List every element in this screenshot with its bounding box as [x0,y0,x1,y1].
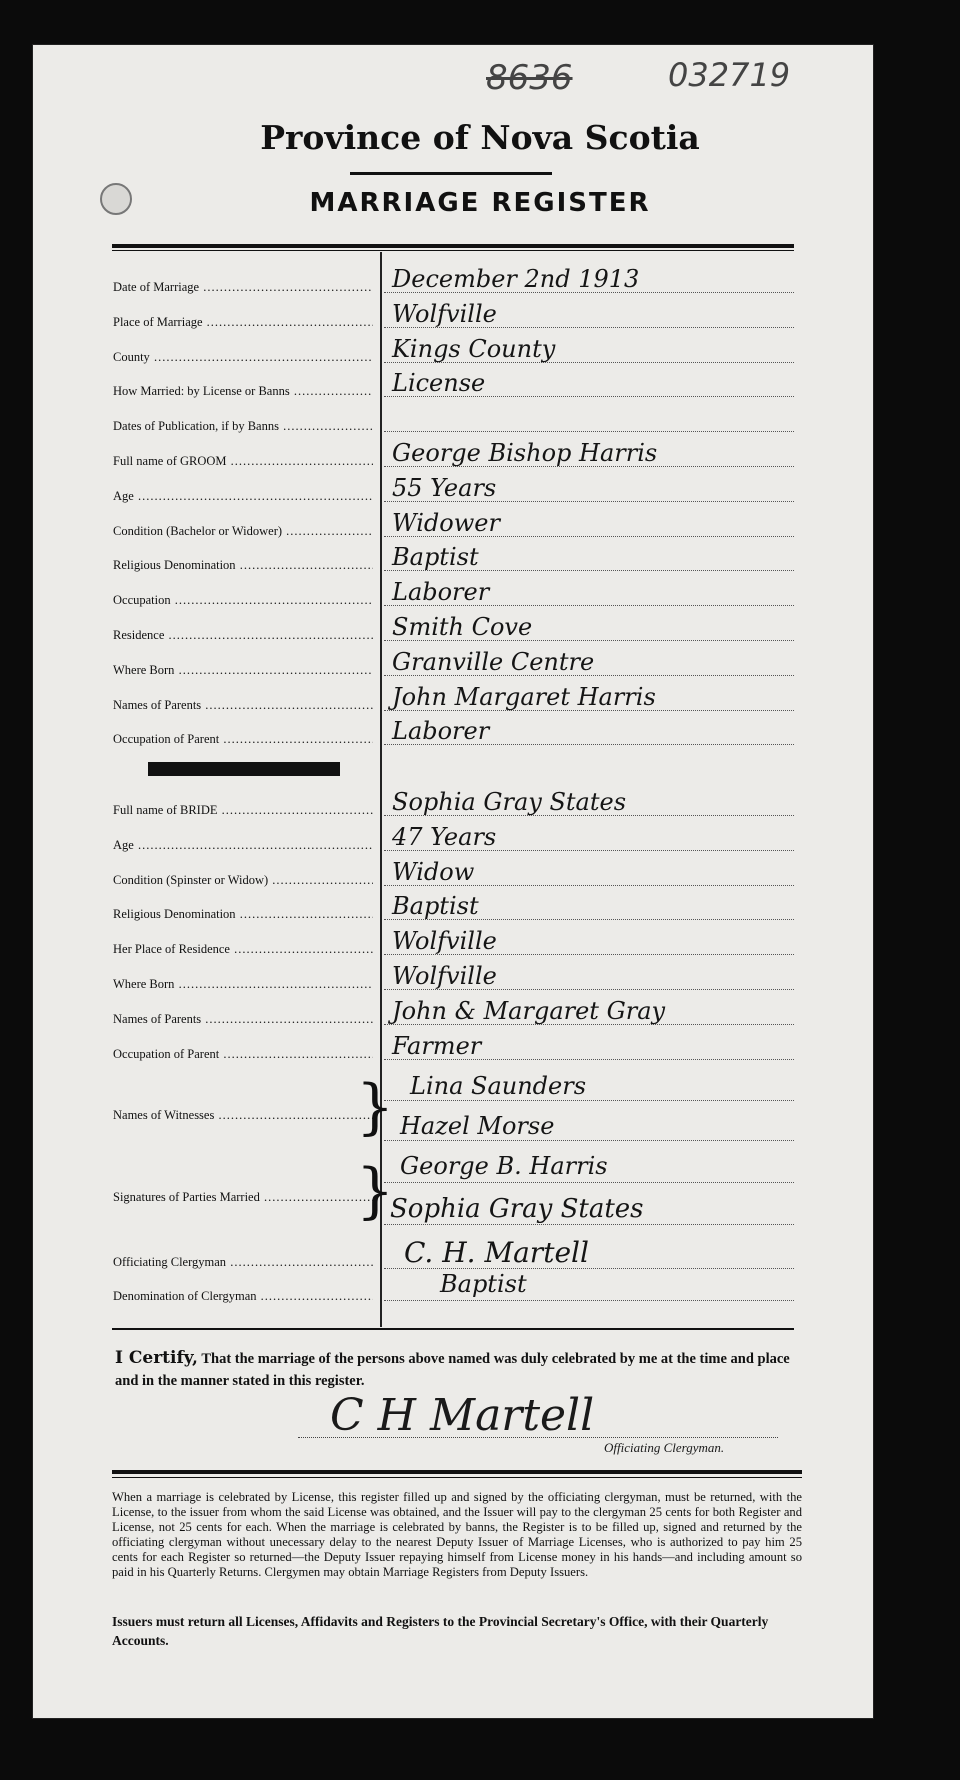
notice-rule-thick [112,1470,802,1474]
bride-field-value-0: Sophia Gray States [392,788,627,816]
province-title: Province of Nova Scotia [260,118,700,157]
groom-field-label-9: Occupation ..... [113,593,373,608]
issuers-footer: Issuers must return all Licenses, Affidavits and Registers to the Provincial Secretary's Office, with their Quarterly Accounts. [112,1614,769,1648]
signature-caption: Officiating Clergyman. [604,1440,725,1455]
groom-field-value-12: John Margaret Harris [392,682,656,711]
signature-line [298,1437,778,1438]
bride-field-label-5: Where Born ..... [113,977,373,992]
bride-field-value-1: 47 Years [392,822,497,851]
groom-field-label-4: Dates of Publication, if by Banns ..... [113,419,373,434]
signatures-label: Signatures of Parties Married ..... [113,1190,373,1205]
groom-field-label-6: Age ..... [113,489,373,504]
denomination-clergyman-label: Denomination of Clergyman ..... [113,1289,373,1304]
instructions-paragraph: When a marriage is celebrated by License, this register filled up and signed by the officiating clergyman, must be returned, with the License, to the issuer from whom the said License was obtained, and the Issuer will pay to the clergyman 25 cents for both Register and License, not 25 cents for each. When the marriage is celebrated by banns, the Register is to be filled up, signed and returned by the officiating clergyman without unecessary delay to the nearest Deputy Issuer of Marriage Licenses, who is authorized to pay him 25 cents for each Register so returned—the Deputy Issuer repaying himself from License money in his hands—and including amount so paid in his Quarterly Returns. Clergymen may obtain Marriage Registers from Deputy Issuers. [112,1490,802,1579]
groom-field-value-0: December 2nd 1913 [392,265,640,293]
section-separator-bar [148,762,340,776]
groom-field-label-3: How Married: by License or Banns ..... [113,384,373,399]
top-rule-thick [112,244,794,248]
groom-field-value-2: Kings County [392,334,556,363]
bride-field-label-4: Her Place of Residence ..... [113,942,373,957]
groom-field-label-2: County ..... [113,350,373,365]
notice-rule-thin [112,1477,802,1478]
certify-statement [115,1347,815,1392]
bride-signature-line [384,1224,794,1225]
denomination-clergyman-line [384,1300,794,1301]
groom-field-label-11: Where Born ..... [113,663,373,678]
groom-field-value-3: License [392,369,486,398]
signatures-brace: } [356,1156,395,1226]
bride-field-label-6: Names of Parents ..... [113,1012,373,1027]
denomination-clergyman-value: Baptist [440,1270,527,1298]
groom-field-line-4 [384,431,794,432]
bride-field-label-1: Age ..... [113,838,373,853]
bride-signature: Sophia Gray States [390,1194,644,1224]
bride-field-value-6: John & Margaret Gray [392,996,666,1025]
bride-field-label-0: Full name of BRIDE ..... [113,803,373,818]
groom-field-value-8: Baptist [392,543,479,572]
groom-field-label-8: Religious Denomination ..... [113,558,373,573]
groom-field-value-6: 55 Years [392,473,497,502]
groom-field-value-9: Laborer [392,578,490,607]
bride-field-value-4: Wolfville [392,927,497,956]
groom-field-value-13: Laborer [392,717,490,746]
bride-field-label-7: Occupation of Parent ..... [113,1047,373,1062]
bride-field-value-5: Wolfville [392,962,497,990]
groom-field-label-12: Names of Parents ..... [113,698,373,713]
clergy-signature: C H Martell [330,1390,595,1441]
groom-field-value-7: Widower [392,508,500,537]
witness-2-line [384,1140,794,1141]
certify-text: That the marriage of the persons above named was duly celebrated by me at the time and place and in the manner stated in this register. [115,1351,790,1389]
groom-field-value-5: George Bishop Harris [392,439,658,467]
groom-field-label-10: Residence ..... [113,628,373,643]
bride-field-label-3: Religious Denomination ..... [113,907,373,922]
certify-lead: I Certify, [115,1348,198,1368]
groom-signature-line [384,1182,794,1183]
groom-field-value-1: Wolfville [392,299,497,328]
witness-1: Lina Saunders [410,1072,587,1100]
title-ornament [350,172,552,175]
bride-field-value-7: Farmer [392,1031,482,1060]
groom-field-label-13: Occupation of Parent ..... [113,732,373,747]
groom-field-label-1: Place of Marriage ..... [113,315,373,330]
groom-field-label-0: Date of Marriage ..... [113,280,373,295]
witness-1-line [384,1100,794,1101]
groom-field-label-5: Full name of GROOM ..... [113,454,373,469]
file-number-stamp: 8636 [486,58,573,98]
groom-field-value-10: Smith Cove [392,613,533,641]
record-number-stamp: 032719 [668,56,791,94]
witness-2: Hazel Morse [400,1112,555,1140]
top-rule-thin [112,250,794,251]
officiating-clergyman-line [384,1268,794,1269]
witnesses-brace: } [356,1072,395,1142]
bride-field-value-2: Widow [392,857,475,886]
bride-field-value-3: Baptist [392,892,479,921]
bride-field-label-2: Condition (Spinster or Widow) ..... [113,873,373,888]
officiating-clergyman-value: C. H. Martell [404,1236,589,1269]
register-title: MARRIAGE REGISTER [309,188,651,218]
groom-field-value-11: Granville Centre [392,647,595,676]
officiating-clergyman-label: Officiating Clergyman ..... [113,1255,373,1270]
witnesses-label: Names of Witnesses ..... [113,1108,373,1123]
certify-top-rule [112,1328,794,1330]
groom-field-label-7: Condition (Bachelor or Widower) ..... [113,524,373,539]
groom-signature: George B. Harris [400,1152,608,1180]
